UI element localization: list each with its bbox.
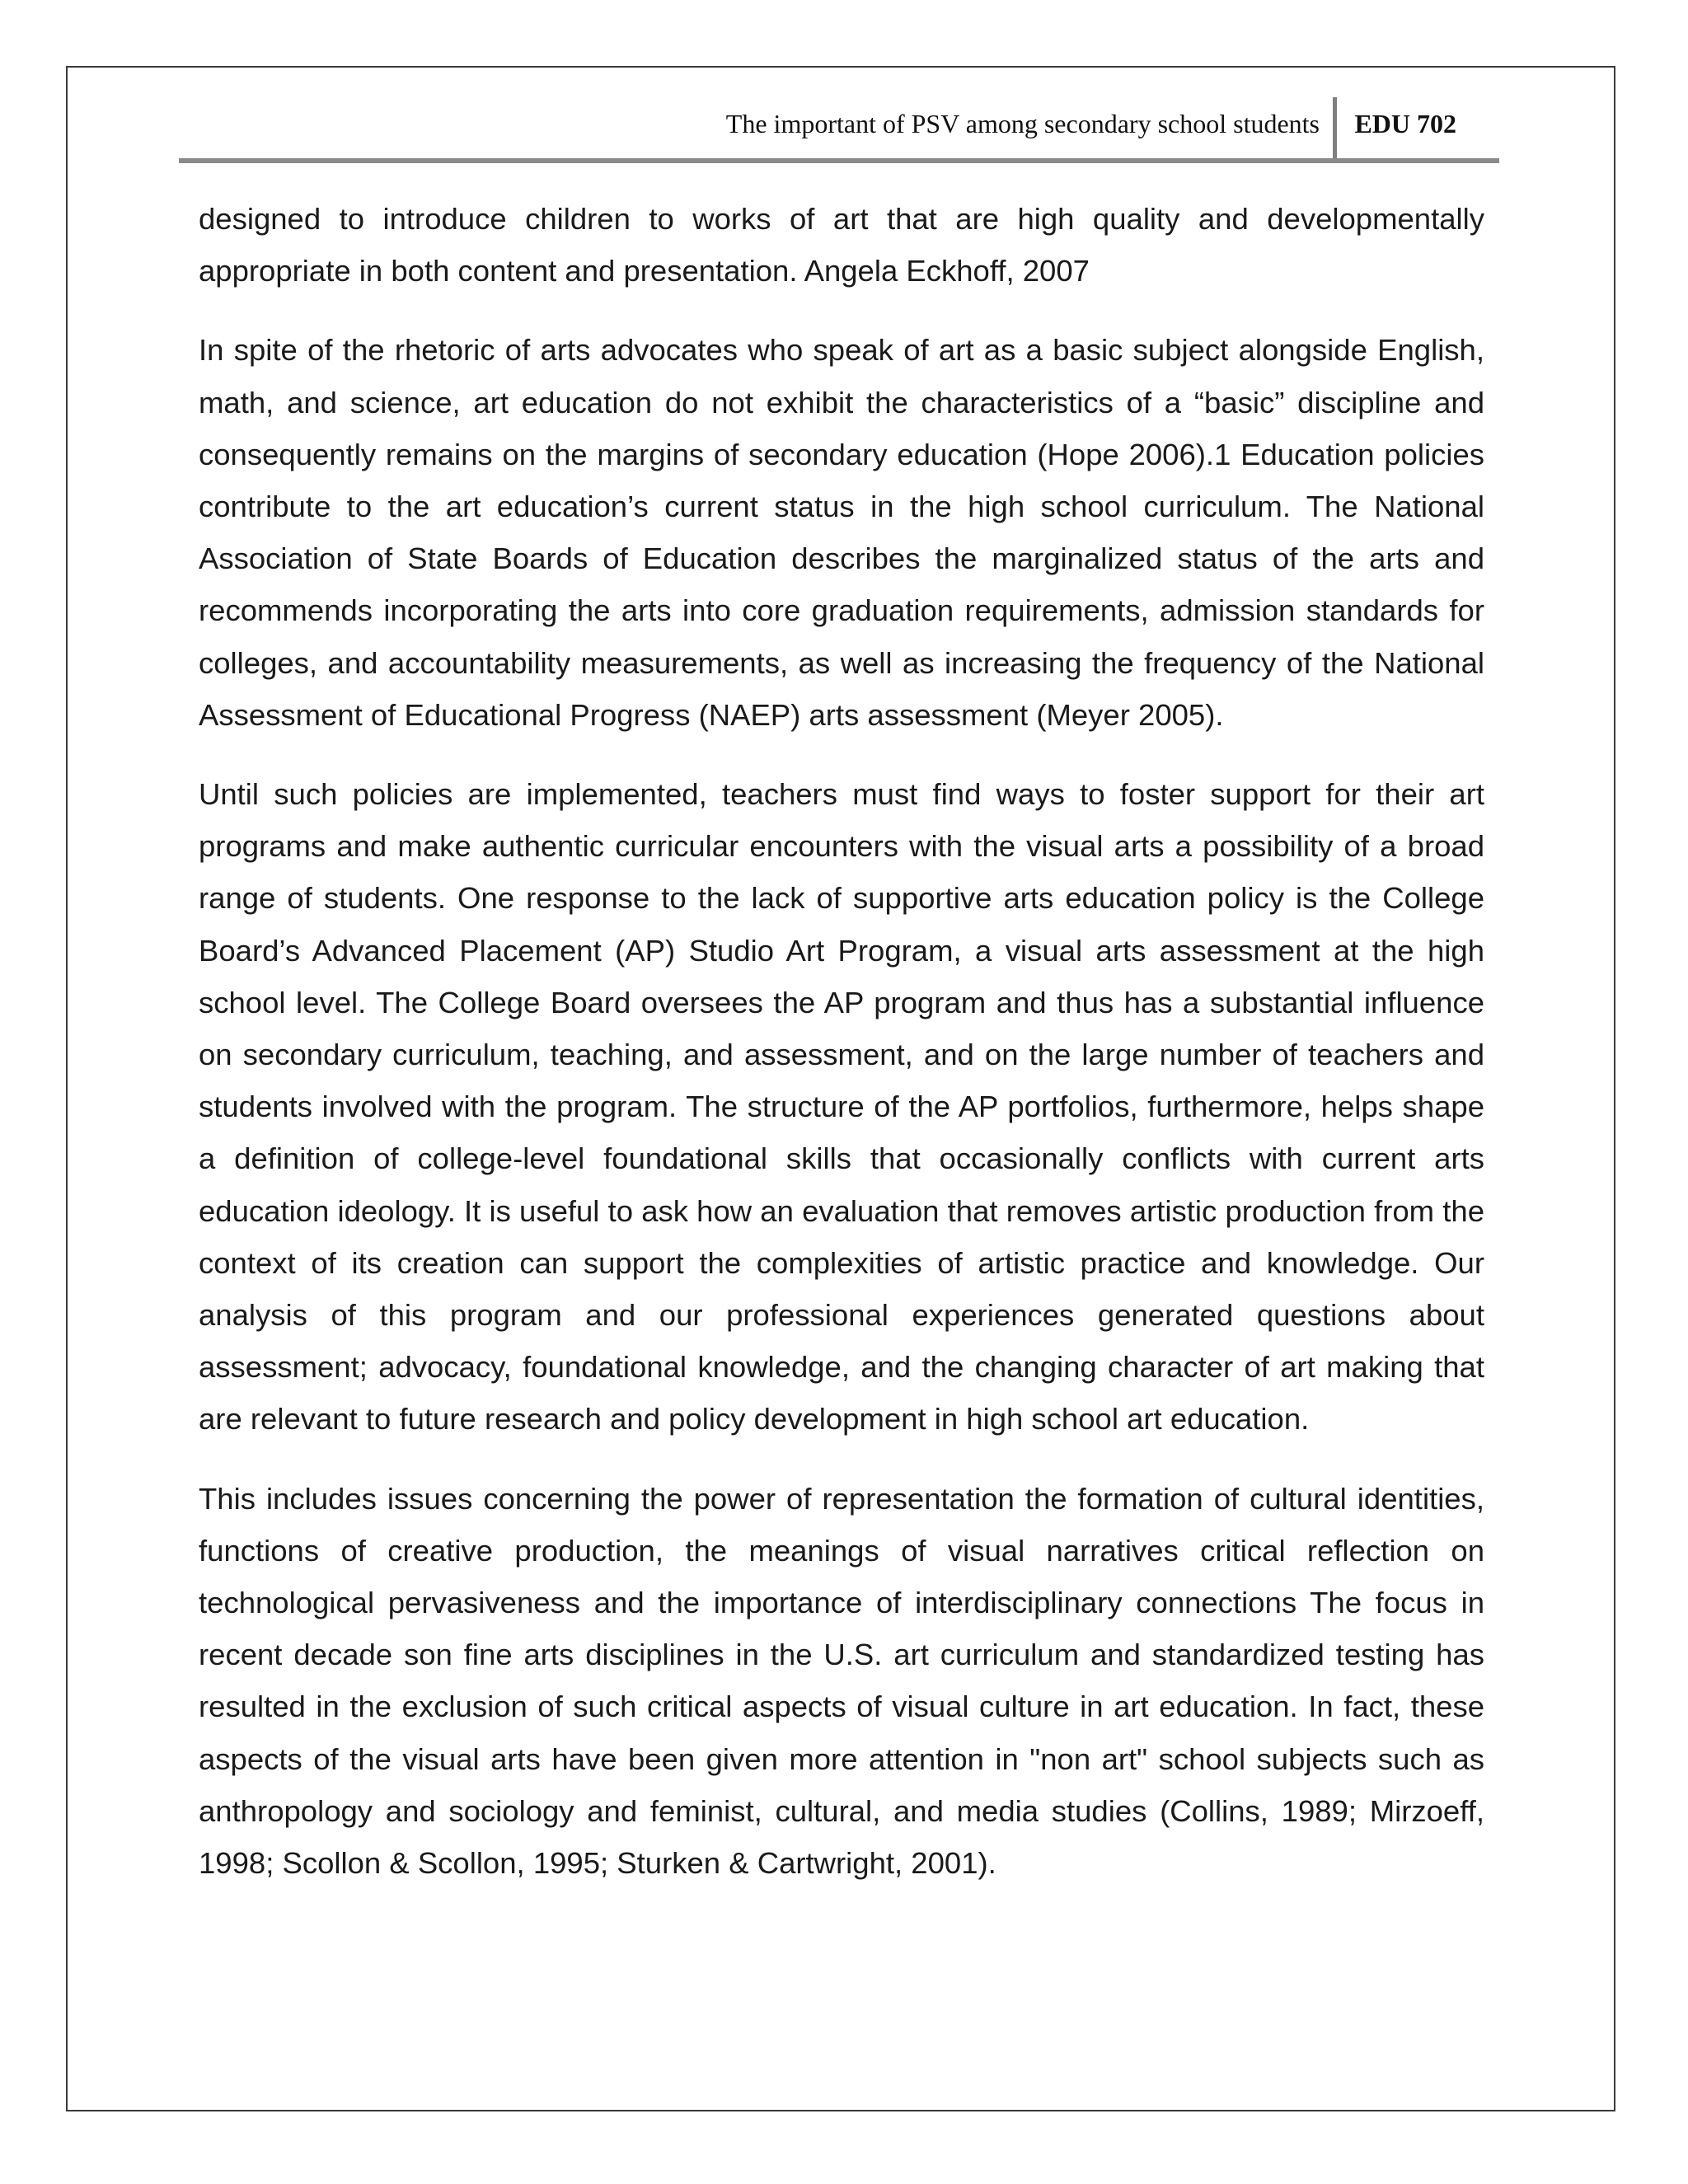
document-body (199, 193, 1484, 1916)
paragraph-3: Until such policies are implemented, teachers must find ways to foster support for their art programs and make authentic curricular encounters with the visual arts a possibility of a broad range of students. One response to the lack of supportive arts education policy is the College Board’s Advanced Placement (AP) Studio Art Program, a visual arts assessment at the high school level. The College Board oversees the AP program and thus has a substantial influence on secondary curriculum, teaching, and assessment, and on the large number of teachers and students involved with the program. The structure of the AP portfolios, furthermore, helps shape a definition of college-level foundational skills that occasionally conflicts with current arts education ideology. It is useful to ask how an evaluation that removes artistic production from the context of its creation can support the complexities of artistic practice and knowledge. Our analysis of this program and our professional experiences generated questions about assessment; advocacy, foundational knowledge, and the changing character of art making that are relevant to future research and policy development in high school art education. (199, 777, 1484, 1436)
course-code: EDU 702 (1354, 109, 1456, 138)
paragraph-1: designed to introduce children to works of art that are high quality and developmentally appropriate in both content and presentation. Angela Eckhoff, 2007 (199, 202, 1484, 288)
header-divider (1333, 97, 1337, 160)
paragraph-2: In spite of the rhetoric of arts advocates who speak of art as a basic subject alongside English, math, and science, art education do not exhibit the characteristics of a “basic” discipline and consequently remains on the margins of secondary education (Hope 2006).1 Education policies contribute to the art education’s current status in the high school curriculum. The National Association of State Boards of Education describes the marginalized status of the arts and recommends incorporating the arts into core graduation requirements, admission standards for colleges, and accountability measurements, as well as increasing the frequency of the National Assessment of Educational Progress (NAEP) arts assessment (Meyer 2005). (199, 333, 1484, 732)
header-rule (179, 158, 1499, 163)
paragraph-4: This includes issues concerning the power of representation the formation of cultural identities, functions of creative production, the meanings of visual narratives critical reflection on technological pervasiveness and the importance of interdisciplinary connections The focus in recent decade son fine arts disciplines in the U.S. art curriculum and standardized testing has resulted in the exclusion of such critical aspects of visual culture in art education. In fact, these aspects of the visual arts have been given more attention in "non art" school subjects such as anthropology and sociology and feminist, cultural, and media studies (Collins, 1989; Mirzoeff, 1998; Scollon & Scollon, 1995; Sturken & Cartwright, 2001). (199, 1481, 1484, 1881)
header-title: The important of PSV among secondary school students (725, 109, 1320, 138)
page-header (179, 97, 1499, 163)
